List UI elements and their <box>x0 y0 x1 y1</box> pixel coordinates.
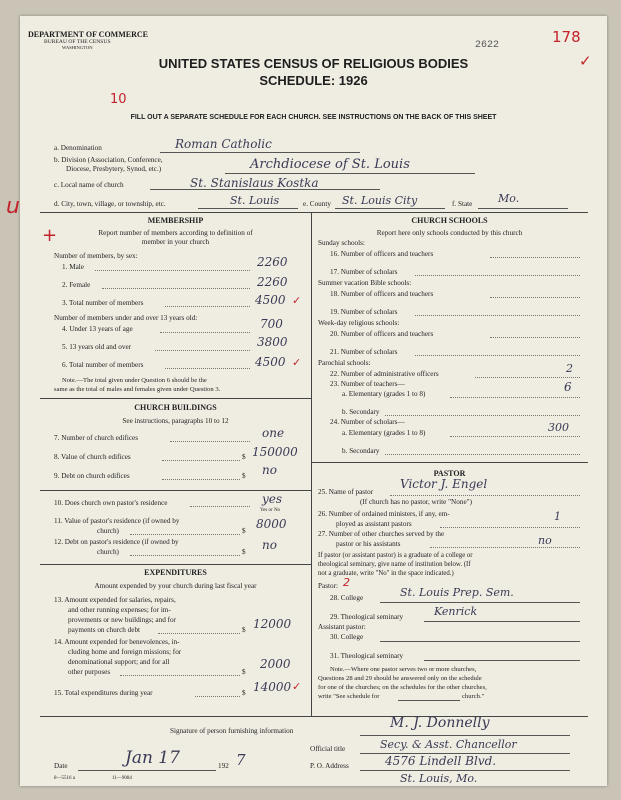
q11-dollar: $ <box>242 527 246 535</box>
official-title-value[interactable]: Secy. & Asst. Chancellor <box>380 738 517 751</box>
q13-line-3: provements or new buildings; and for <box>68 616 176 624</box>
q22-label: 22. Number of administrative officers <box>330 370 439 378</box>
stamp-number: 2622 <box>475 40 500 51</box>
print-number: 11—9084 <box>112 776 132 781</box>
q23a-value[interactable]: 6 <box>564 380 572 394</box>
q14-value[interactable]: 2000 <box>260 657 291 671</box>
q23-label: 23. Number of teachers— <box>330 380 405 388</box>
q15-dollar: $ <box>242 689 246 697</box>
q31-label: 31. Theological seminary <box>330 652 404 660</box>
membership-heading: MEMBERSHIP <box>147 216 204 225</box>
red-tick-q6: ✓ <box>292 356 302 369</box>
q2-value[interactable]: 2260 <box>257 275 288 289</box>
red-tick-q15: ✓ <box>292 680 302 693</box>
q8-label: 8. Value of church edifices <box>54 453 131 461</box>
year-label: 192 <box>218 762 229 770</box>
pastor-note-4: write "See schedule for <box>318 693 380 700</box>
red-margin-mark: u <box>6 194 20 219</box>
red-plus-mark: + <box>42 225 58 246</box>
pastor-red-mark: 2 <box>343 576 350 589</box>
q26-label-2: ployed as assistant pastors <box>336 520 412 528</box>
schedule-title: SCHEDULE: 1926 <box>259 73 368 88</box>
q16-label: 16. Number of officers and teachers <box>330 250 434 258</box>
date-value[interactable]: Jan 17 <box>125 748 180 768</box>
q9-value[interactable]: no <box>262 463 277 477</box>
q9-label: 9. Debt on church edifices <box>54 472 130 480</box>
q1-label: 1. Male <box>62 263 84 271</box>
membership-intro-2: member in your church <box>141 238 210 246</box>
division-value[interactable]: Archdiocese of St. Louis <box>250 157 410 172</box>
red-number: 178 <box>552 28 581 46</box>
q3-label: 3. Total number of members <box>62 299 144 307</box>
q27-label: 27. Number of other churches served by the <box>318 530 445 538</box>
state-label: f. State <box>452 200 473 208</box>
bureau-label: BUREAU OF THE CENSUS <box>44 39 111 45</box>
q19-label: 19. Number of scholars <box>330 308 398 316</box>
schools-heading: CHURCH SCHOOLS <box>411 216 488 225</box>
po-address-city[interactable]: St. Louis, Mo. <box>400 772 478 785</box>
by-sex-label: Number of members, by sex: <box>54 252 138 260</box>
expenditures-heading: EXPENDITURES <box>144 568 207 577</box>
year-value[interactable]: 7 <box>236 751 246 769</box>
by-age-label: Number of members under and over 13 years old: <box>54 314 198 322</box>
city-value[interactable]: St. Louis <box>230 194 280 207</box>
signature-label: Signature of person furnishing information <box>170 727 294 735</box>
q29-label: 29. Theological seminary <box>330 613 404 621</box>
q6-value[interactable]: 4500 <box>255 355 286 369</box>
q3-value[interactable]: 4500 <box>255 293 286 307</box>
assistant-label: Assistant pastor: <box>318 623 366 631</box>
q25-value[interactable]: Victor J. Engel <box>400 477 488 491</box>
denomination-label: a. Denomination <box>54 144 102 152</box>
q13-line-4: payments on church debt <box>68 626 141 634</box>
red-check-mark: ✓ <box>579 52 592 70</box>
q12-value[interactable]: no <box>262 538 277 552</box>
city-label: WASHINGTON <box>62 45 93 50</box>
q26-label: 26. Number of ordained ministers, if any, em- <box>318 510 450 518</box>
graduate-note: If pastor (or assistant pastor) is a graduate of a college or <box>318 552 473 559</box>
q14-line-4: other purposes <box>68 668 111 676</box>
weekday-label: Week-day religious schools: <box>318 319 400 327</box>
q11-label-2: church) <box>97 527 119 535</box>
membership-intro: Report number of members according to definition of <box>98 229 253 237</box>
yes-no-hint: Yes or No <box>260 508 281 513</box>
form-number: 8—5516 a <box>54 776 75 781</box>
q28-value[interactable]: St. Louis Prep. Sem. <box>400 586 514 599</box>
division-label: b. Division (Association, Conference, <box>54 156 163 164</box>
q1-value[interactable]: 2260 <box>257 255 288 269</box>
q9-dollar: $ <box>242 472 246 480</box>
q5-label: 5. 13 years old and over <box>62 343 132 351</box>
membership-note-2: same as the total of males and females given under Question 3. <box>54 386 221 393</box>
pastor-note: Note.—Where one pastor serves two or more churches, <box>330 666 477 673</box>
q27-value[interactable]: no <box>538 534 552 547</box>
red-tick-q3: ✓ <box>292 294 302 307</box>
local-name-value[interactable]: St. Stanislaus Kostka <box>190 176 319 190</box>
membership-note: Note.—The total given under Question 6 should be the <box>62 377 207 384</box>
state-value[interactable]: Mo. <box>498 192 520 205</box>
q26-value[interactable]: 1 <box>554 510 561 523</box>
buildings-heading: CHURCH BUILDINGS <box>134 403 217 412</box>
q4-value[interactable]: 700 <box>260 317 283 331</box>
local-name-label: c. Local name of church <box>54 181 124 189</box>
q18-label: 18. Number of officers and teachers <box>330 290 434 298</box>
q24a-value[interactable]: 300 <box>548 421 569 434</box>
pastor-label: Pastor: <box>318 582 338 590</box>
q4-label: 4. Under 13 years of age <box>62 325 133 333</box>
q24b-label: b. Secondary <box>342 447 380 455</box>
q13-value[interactable]: 12000 <box>253 617 292 631</box>
vacation-label: Summer vacation Bible schools: <box>318 279 412 287</box>
pastor-note-2: Questions 28 and 29 should be answered only on the schedule <box>318 675 482 682</box>
po-address-label: P. O. Address <box>310 762 349 770</box>
graduate-note-2: theological seminary, give name of institution below. (If <box>318 561 471 568</box>
census-schedule-page <box>6 16 607 786</box>
schools-intro: Report here only schools conducted by this church <box>376 229 523 237</box>
pastor-heading: PASTOR <box>433 469 466 478</box>
q13-dollar: $ <box>242 626 246 634</box>
city-label-d: d. City, town, village, or township, etc. <box>54 200 166 208</box>
q24-label: 24. Number of scholars— <box>330 418 405 426</box>
q10-value[interactable]: yes <box>262 492 283 506</box>
q21-label: 21. Number of scholars <box>330 348 398 356</box>
q12-label: 12. Debt on pastor's residence (if owned by <box>54 538 179 546</box>
graduate-note-3: not a graduate, write "No" in the space indicated.) <box>318 570 454 577</box>
pastor-note-3: for one of the churches; on the schedules for the other churches, <box>318 684 487 691</box>
q20-label: 20. Number of officers and teachers <box>330 330 434 338</box>
q14-line-3: denominational support; and for all <box>68 658 170 666</box>
q29-value[interactable]: Kenrick <box>434 605 478 618</box>
q12-dollar: $ <box>242 548 246 556</box>
po-address-value[interactable]: 4576 Lindell Blvd. <box>385 754 497 768</box>
pastor-note-5: church." <box>462 693 485 700</box>
q23a-label: a. Elementary (grades 1 to 8) <box>342 390 426 398</box>
q12-label-2: church) <box>97 548 119 556</box>
q7-label: 7. Number of church edifices <box>54 434 139 442</box>
expenditures-sub: Amount expended by your church during last fiscal year <box>94 582 257 590</box>
q6-label: 6. Total number of members <box>62 361 144 369</box>
q15-label: 15. Total expenditures during year <box>54 689 153 697</box>
red-mark: 10 <box>110 92 127 107</box>
q22-value[interactable]: 2 <box>566 362 573 375</box>
county-label: e. County <box>303 200 331 208</box>
q8-value[interactable]: 150000 <box>252 445 298 459</box>
q5-value[interactable]: 3800 <box>257 335 288 349</box>
q24a-label: a. Elementary (grades 1 to 8) <box>342 429 426 437</box>
q8-dollar: $ <box>242 453 246 461</box>
q17-label: 17. Number of scholars <box>330 268 398 276</box>
denomination-value[interactable]: Roman Catholic <box>175 137 272 151</box>
form-title: UNITED STATES CENSUS OF RELIGIOUS BODIES <box>158 56 469 71</box>
q28-label: 28. College <box>330 594 364 602</box>
q30-label: 30. College <box>330 633 364 641</box>
q25-note: (If church has no pastor, write "None") <box>360 498 472 506</box>
q27-label-2: pastor or his assistants <box>336 540 401 548</box>
q2-label: 2. Female <box>62 281 91 289</box>
q13-line-2: and other running expenses; for im- <box>68 606 171 614</box>
department-label: DEPARTMENT OF COMMERCE <box>28 30 149 39</box>
instructions-line: FILL OUT A SEPARATE SCHEDULE FOR EACH CHURCH. SEE INSTRUCTIONS ON THE BACK OF THIS SHEET <box>130 114 497 121</box>
signature-value[interactable]: M. J. Donnelly <box>390 715 490 731</box>
official-title-label: Official title <box>310 745 346 753</box>
q14-line-1: 14. Amount expended for benevolences, in- <box>54 638 180 646</box>
q7-value[interactable]: one <box>262 426 285 440</box>
q10-label: 10. Does church own pastor's residence <box>54 499 168 507</box>
q14-line-2: cluding home and foreign missions; for <box>68 648 182 656</box>
county-value[interactable]: St. Louis City <box>342 194 418 207</box>
q11-label: 11. Value of pastor's residence (if owned by <box>54 517 180 525</box>
q13-line-1: 13. Amount expended for salaries, repairs, <box>54 596 176 604</box>
q14-dollar: $ <box>242 668 246 676</box>
q11-value[interactable]: 8000 <box>256 517 287 531</box>
q25-label: 25. Name of pastor <box>318 488 374 496</box>
buildings-sub: See instructions, paragraphs 10 to 12 <box>122 417 229 425</box>
parochial-label: Parochial schools: <box>318 359 371 367</box>
sunday-label: Sunday schools: <box>318 239 365 247</box>
date-label: Date <box>54 762 68 770</box>
division-label-2: Diocese, Presbytery, Synod, etc.) <box>66 165 162 173</box>
q15-value[interactable]: 14000 <box>253 680 292 694</box>
q23b-label: b. Secondary <box>342 408 380 416</box>
